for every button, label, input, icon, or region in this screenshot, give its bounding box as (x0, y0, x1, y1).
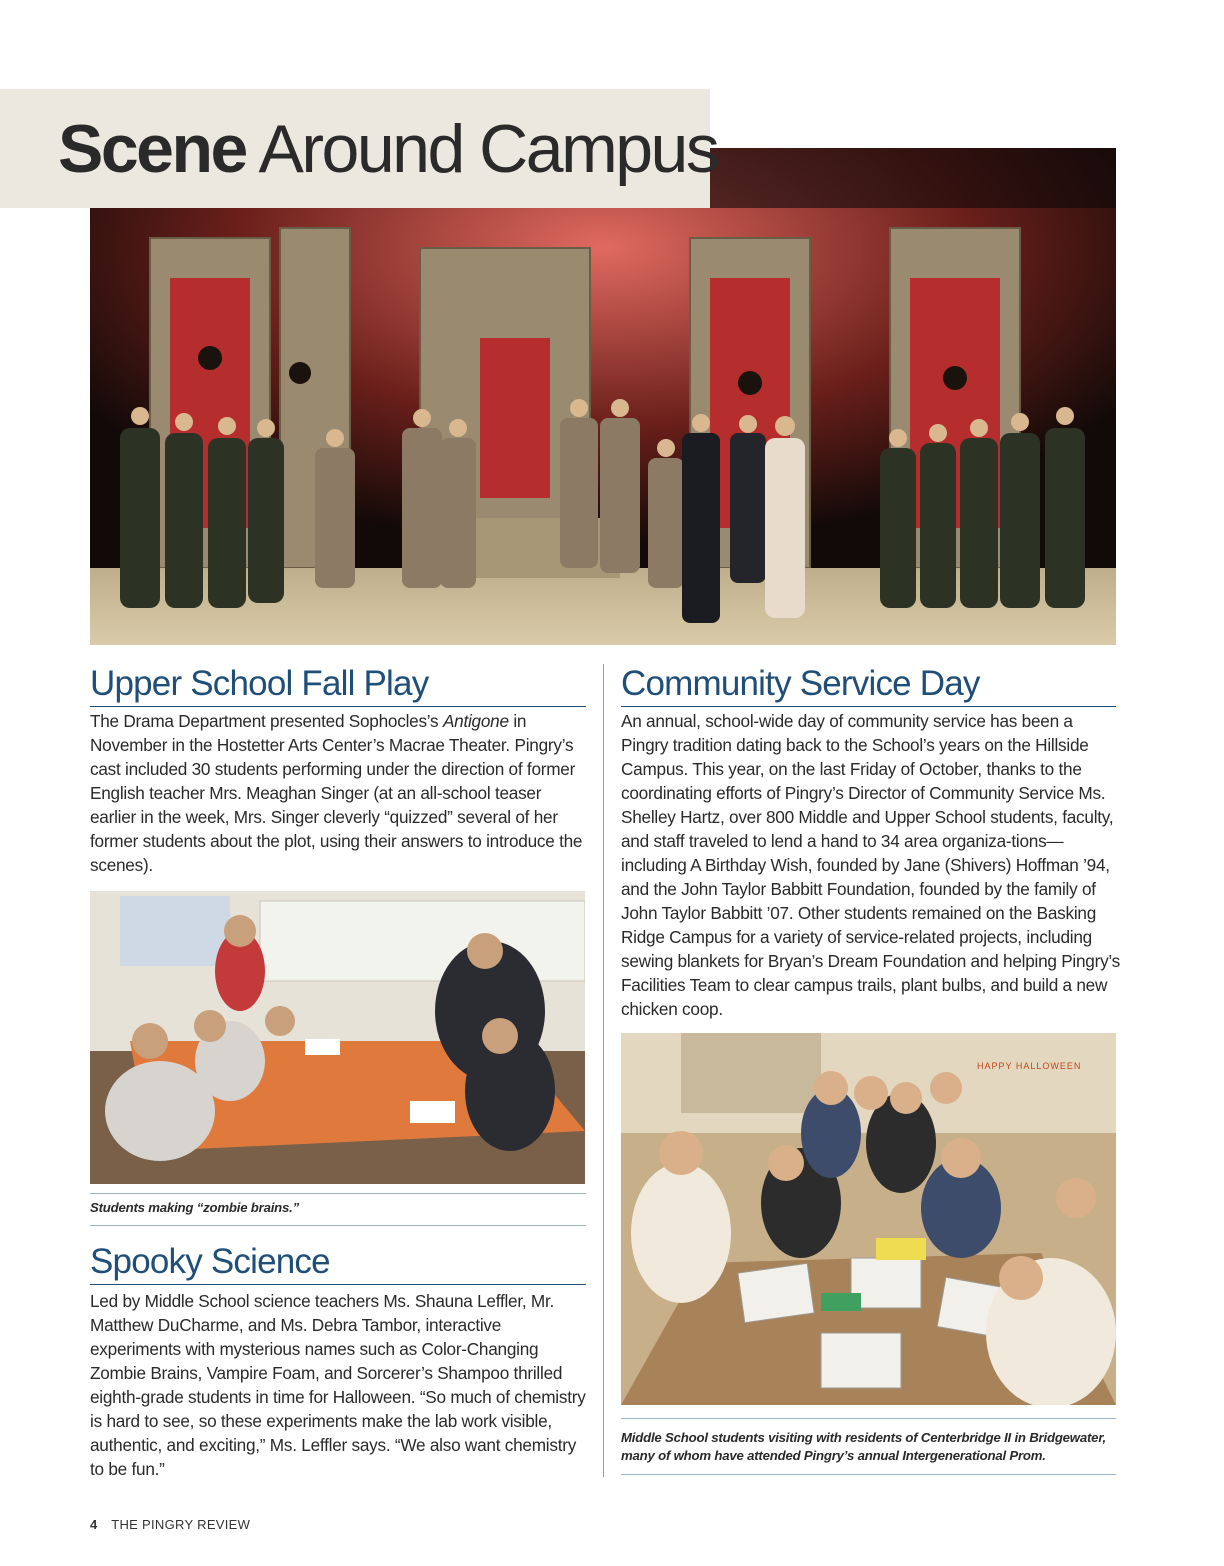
stage-photo-illustration (90, 148, 1116, 645)
title-band (0, 89, 718, 208)
science-body: Led by Middle School science teachers Ms. Shauna Leffler, Mr. Matthew DuCharme, and Ms. Debra Tambor, interactive experiments with mysterious names such as Color-Changing Zombie Brains, Vampire Foam, and Sorcerer’s Shampoo thrilled eighth-grade students in time for Halloween. “So much of chemistry is hard to see, so these experiments make the lab work visible, authentic, and exciting,” Ms. Leffler says. “We also want chemistry to be fun.” (90, 1291, 586, 1479)
service-caption-rule-top (621, 1418, 1116, 1419)
science-caption: Students making “zombie brains.” (90, 1200, 300, 1215)
play-heading: Upper School Fall Play (90, 664, 586, 707)
service-caption: Middle School students visiting with residents of Centerbridge II in Bridgewater, many of whom have attended Pingry’s annual Intergenerational Prom. (621, 1430, 1106, 1463)
stage-photo (90, 148, 1116, 645)
service-photo-illustration (621, 1033, 1116, 1405)
page-title (58, 109, 717, 189)
science-heading: Spooky Science (90, 1242, 586, 1285)
science-photo-illustration (90, 891, 585, 1184)
service-photo-banner: HAPPY HALLOWEEN (977, 1061, 1082, 1071)
page-title-rest: Around Campus (258, 111, 718, 187)
page-title-bold: Scene (58, 111, 246, 187)
play-title-antigone: Antigone (442, 711, 509, 731)
service-photo (621, 1033, 1116, 1405)
science-photo (90, 891, 585, 1184)
play-body-start: The Drama Department presented Sophocles’s (90, 711, 443, 731)
science-caption-rule-bottom (90, 1225, 586, 1226)
publication-name: THE PINGRY REVIEW (111, 1517, 251, 1532)
service-caption-rule-bottom (621, 1474, 1116, 1475)
play-body-rest: in November in the Hostetter Arts Center’s Macrae Theater. Pingry’s cast included 30 students performing under the direction of former English teacher Mrs. Meaghan Singer (at an all-school teaser earlier in the week, Mrs. Singer cleverly “quizzed” several of her former students about the plot, using their answers to introduce the scenes). (90, 711, 583, 875)
page-number: 4 (90, 1517, 98, 1532)
science-caption-rule-top (90, 1193, 586, 1194)
column-divider (603, 664, 604, 1477)
play-body (90, 709, 586, 877)
page-footer (90, 1517, 250, 1533)
service-body: An annual, school-wide day of community service has been a Pingry tradition dating back to the School’s years on the Hillside Campus. This year, on the last Friday of October, thanks to the coordinating efforts of Pingry’s Director of Community Service Ms. Shelley Hartz, over 800 Middle and Upper School students, faculty, and staff traveled to lend a hand to 34 area organiza-tions—including A Birthday Wish, founded by Jane (Shivers) Hoffman ’94, and the John Taylor Babbitt Foundation, founded by the family of John Taylor Babbitt ’07. Other students remained on the Basking Ridge Campus for a variety of service-related projects, including sewing blankets for Bryan’s Dream Foundation and helping Pingry’s Facilities Team to clear campus trails, plant bulbs, and build a new chicken coop. (621, 711, 1121, 1019)
service-heading: Community Service Day (621, 664, 1116, 707)
